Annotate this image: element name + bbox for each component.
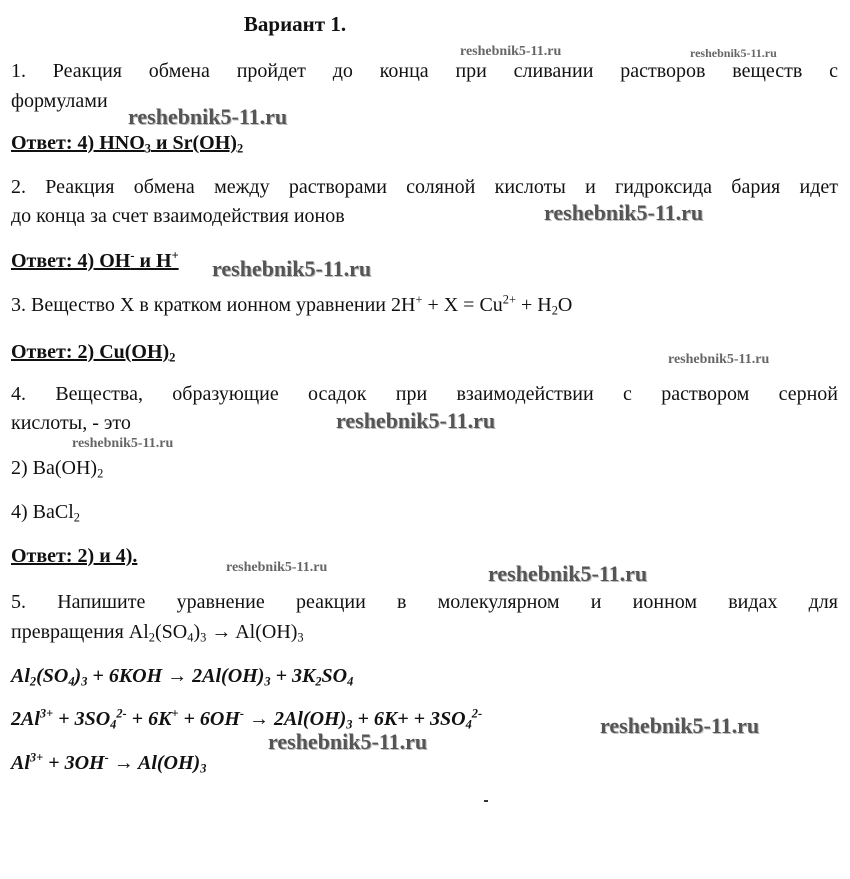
stray-mark: [484, 800, 488, 802]
question-3-text: 3. Вещество X в кратком ионном уравнении $2H^+ + X = Cu^{2+} + H_2O$: [11, 292, 573, 318]
question-4-text-line1: 4. Вещества, образующие осадок при взаимодействии с раствором серной: [11, 383, 838, 405]
question-5-text-line2: превращения $Al_2(SO_4)_3 \to Al(OH)_3$: [11, 621, 304, 645]
question-4-option-4: 4) BaCl$_2$: [11, 501, 80, 525]
watermark: reshebnik5-11.ru: [460, 44, 562, 59]
watermark: reshebnik5-11.ru: [72, 436, 174, 451]
equation-molecular: $Al_2(SO_4)_3 + 6KOH \to 2Al(OH)_3 + 3K_2SO_4$: [11, 665, 354, 689]
equation-full-ionic: $2Al^{3+} + 3SO_4^{2-} + 6K^+ + 6OH^- \to 2Al(OH)_3 + 6K+ + 3SO_4^{2-}$: [11, 706, 483, 732]
watermark: reshebnik5-11.ru: [212, 256, 372, 281]
watermark: reshebnik5-11.ru: [690, 46, 777, 60]
watermark: reshebnik5-11.ru: [544, 200, 704, 225]
question-1-text-line1: 1. Реакция обмена пройдет до конца при сливании растворов веществ с: [11, 60, 838, 82]
question-2-text-line2: до конца за счет взаимодействия ионов: [11, 205, 345, 227]
watermark: reshebnik5-11.ru: [226, 560, 328, 575]
question-2-answer: Ответ: 4) OH- и H+: [11, 248, 179, 272]
watermark: reshebnik5-11.ru: [268, 729, 428, 754]
equation-short-ionic: $Al^{3+} + 3OH^- \to Al(OH)_3$: [11, 750, 207, 776]
question-5-text-line1: 5. Напишите уравнение реакции в молекулярном и ионном видах для: [11, 591, 838, 613]
question-1-answer: Ответ: 4) $HNO_3$ и $Sr(OH)_2$: [11, 132, 244, 156]
question-2-text-line1: 2. Реакция обмена между растворами соляной кислоты и гидроксида бария идет: [11, 176, 838, 198]
watermark: reshebnik5-11.ru: [488, 561, 648, 586]
question-1-text-line2: формулами: [11, 90, 108, 112]
question-4-option-2: 2) $Ba(OH)_2$: [11, 457, 104, 481]
watermark: reshebnik5-11.ru: [600, 713, 760, 738]
watermark: reshebnik5-11.ru: [336, 408, 496, 433]
question-4-answer: Ответ: 2) и 4).: [11, 545, 138, 567]
watermark: reshebnik5-11.ru: [128, 104, 288, 129]
watermark: reshebnik5-11.ru: [668, 352, 770, 367]
question-4-text-line2: кислоты, - это: [11, 412, 131, 434]
question-3-answer: Ответ: 2) $Cu(OH)_2$: [11, 341, 176, 365]
page-title: Вариант 1.: [243, 12, 347, 36]
